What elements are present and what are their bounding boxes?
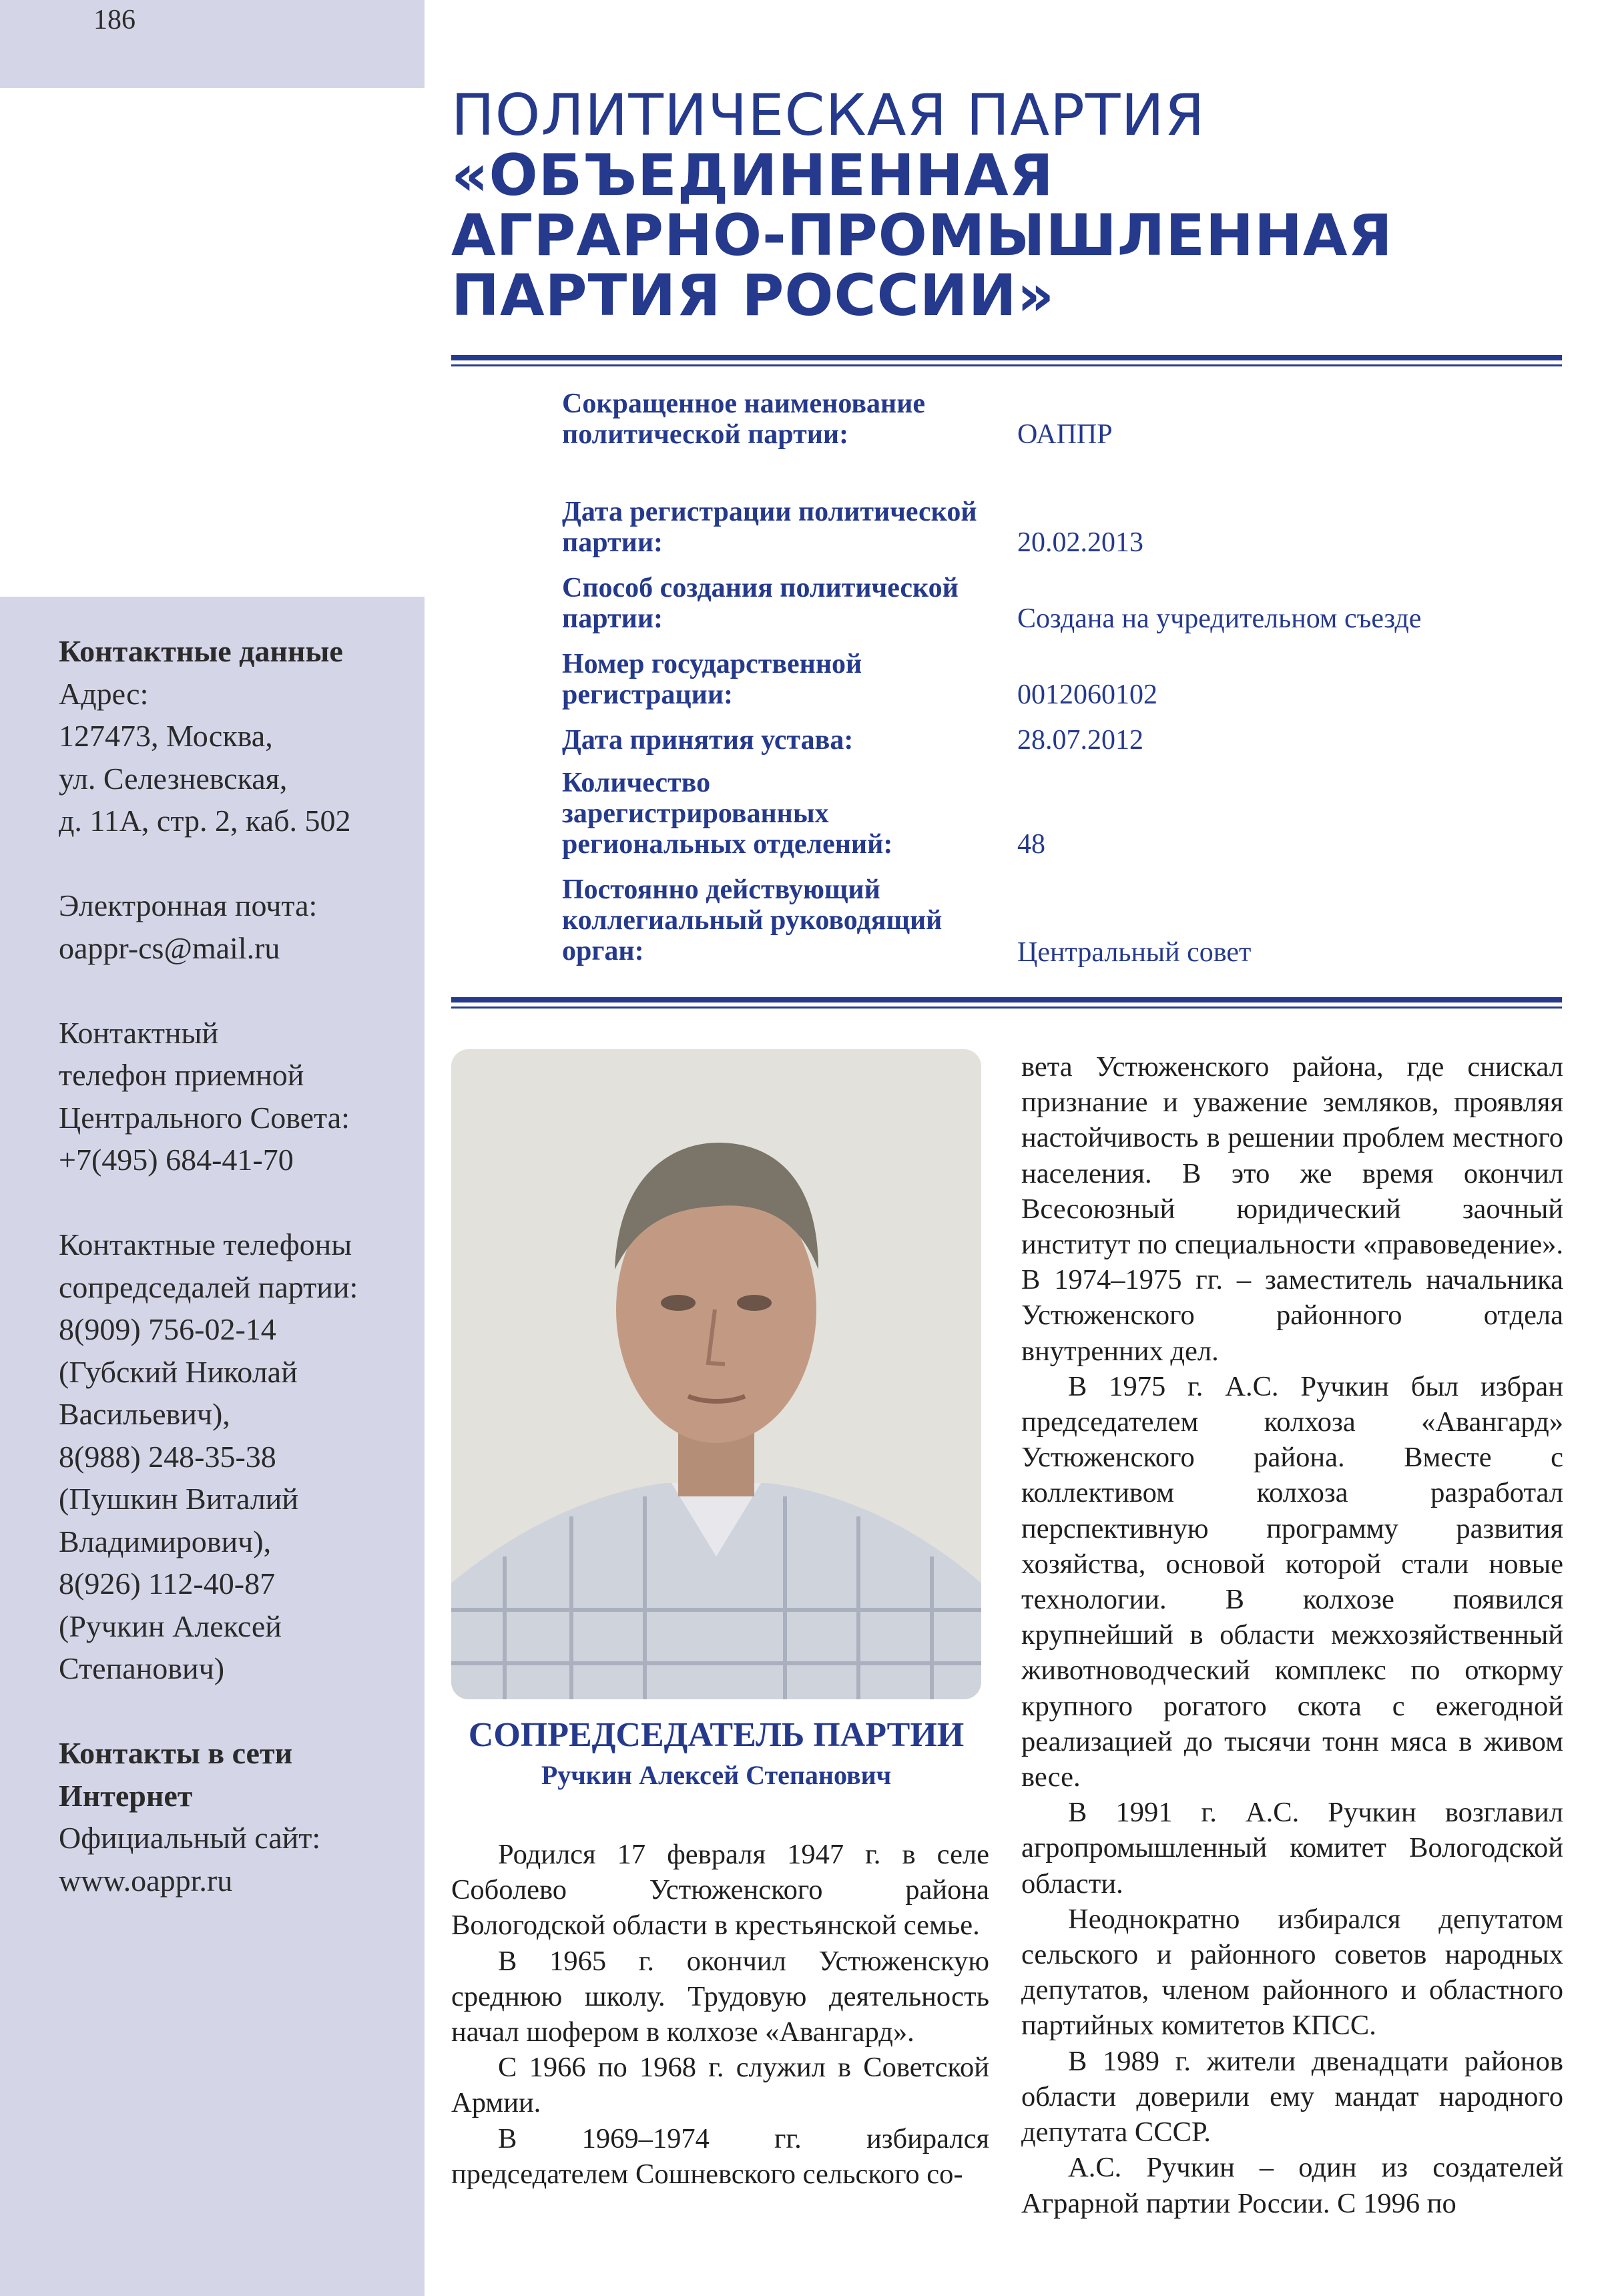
info-value: Создана на учредительном съезде [1017,603,1422,634]
cochairs-phones-label: Контактные телефоны [59,1227,352,1261]
bio-column-left [451,1837,989,2192]
address-line: 127473, Москва, [59,719,273,753]
bio-paragraph: В 1975 г. А.С. Ручкин был избран председателем колхоза «Авангард» Устюженского района. Вместе с коллективом колхоза разработал перспективную программу развития хозяйства, основой которой стали новые технологии. В колхозе появился крупнейший в области межхозяйственный животноводческий комплекс по откорму крупного рогатого скота с ежегодной реализацией до тысячи тонн мяса в живом весе. [1021,1370,1563,1793]
info-label: Номер государственной регистрации: [562,649,862,710]
phone-label: телефон приемной [59,1058,304,1092]
title-divider [451,355,1562,366]
info-label: Способ создания политической партии: [562,573,959,634]
page-number: 186 [93,5,136,35]
portrait-image [451,1049,981,1699]
bio-paragraph: В 1969–1974 гг. избирался председателем Сошневского сельского со- [451,2122,989,2190]
divider-thick [451,997,1562,1002]
contacts-panel [59,630,413,1902]
caption-title: СОПРЕДСЕДАТЕЛЬ ПАРТИИ [468,1716,965,1754]
bio-paragraph: Неоднократно избирался депутатом сельского и районного советов народных депутатов, членом районного и областного партийных комитетов КПСС. [1021,1903,1563,2042]
divider-thin [451,1007,1562,1009]
info-label: Дата регистрации политической партии: [562,497,977,558]
cochair-name: Владимирович), [59,1524,272,1558]
info-label: Дата принятия устава: [562,725,854,756]
cochair-name: Степанович) [59,1651,225,1685]
email-link[interactable]: oappr-cs@mail.ru [59,930,280,965]
address-line: д. 11А, стр. 2, каб. 502 [59,804,351,838]
info-divider [451,997,1562,1009]
address-label: Адрес: [59,676,149,711]
cochair-name: (Ручкин Алексей [59,1609,282,1643]
bio-paragraph: В 1965 г. окончил Устюженскую среднюю школу. Трудовую деятельность начал шофером в колхозе «Авангард». [451,1945,989,2048]
bio-paragraph: Родился 17 февраля 1947 г. в селе Соболево Устюженского района Вологодской области в крестьянской семье. [451,1839,989,1942]
site-label: Официальный сайт: [59,1821,321,1855]
info-label: Количество зарегистрированных региональных отделений: [562,768,893,860]
title-line: АГРАРНО-ПРОМЫШЛЕННАЯ [451,202,1393,269]
portrait-photo [451,1049,981,1699]
divider-thin [451,364,1562,366]
phone-label: Центрального Совета: [59,1100,350,1135]
info-value: 0012060102 [1017,679,1157,710]
internet-heading: Контакты в сети [59,1736,293,1770]
sidebar-top-band [0,0,425,88]
info-value: 28.07.2012 [1017,725,1143,756]
caption-name: Ручкин Алексей Степанович [541,1760,892,1790]
address-line: ул. Селезневская, [59,761,288,796]
internet-heading: Интернет [59,1778,193,1813]
bio-paragraph: В 1989 г. жители двенадцати районов области доверили ему мандат народного депутата СССР. [1021,2045,1563,2148]
cochair-phone: 8(988) 248-35-38 [59,1439,276,1474]
info-label: Сокращенное наименование политической партии: [562,388,926,450]
site-link[interactable]: www.oappr.ru [59,1863,233,1898]
spacer [59,1181,413,1224]
page-title [451,82,1586,329]
bio-paragraph: А.С. Ручкин – один из создателей Аграрной партии России. С 1996 по [1021,2152,1563,2219]
spacer [59,842,413,885]
phone-label: Контактный [59,1015,219,1050]
info-value: Центральный совет [1017,937,1252,968]
cochair-phone: 8(926) 112-40-87 [59,1566,276,1601]
bio-paragraph: С 1966 по 1968 г. служил в Советской Армии. [451,2052,989,2119]
title-line: ПОЛИТИЧЕСКАЯ ПАРТИЯ [451,82,1206,149]
info-value: 48 [1017,829,1045,860]
bio-paragraph: В 1991 г. А.С. Ручкин возглавил агропромышленный комитет Вологодской области. [1021,1797,1563,1900]
email-label: Электронная почта: [59,888,318,922]
cochair-name: Васильевич), [59,1397,230,1431]
divider-thick [451,355,1562,360]
bio-paragraph: вета Устюженского района, где снискал признание и уважение земляков, проявляя настойчивость в решении проблем местного населения. В это же время окончил Всесоюзный юридический заочный институт по специальности «правоведение». В 1974–1975 гг. – заместитель начальника Устюженского районного отдела внутренних дел. [1021,1051,1563,1367]
info-label: Постоянно действующий коллегиальный руководящий орган: [562,874,943,966]
title-line: ПАРТИЯ РОССИИ» [451,262,1055,329]
reception-phone: +7(495) 684-41-70 [59,1143,294,1177]
cochairs-phones-label: сопредседалей партии: [59,1269,358,1304]
cochair-name: (Пушкин Виталий [59,1482,299,1516]
spacer [59,1690,413,1733]
spacer [59,969,413,1012]
info-value: 20.02.2013 [1017,527,1143,558]
contacts-heading: Контактные данные [59,634,343,668]
cochair-phone: 8(909) 756-02-14 [59,1312,276,1346]
info-value: ОАППР [1017,419,1113,450]
cochair-name: (Губский Николай [59,1354,298,1389]
title-line: «ОБЪЕДИНЕННАЯ [451,142,1054,209]
bio-column-right [1021,1049,1563,2221]
